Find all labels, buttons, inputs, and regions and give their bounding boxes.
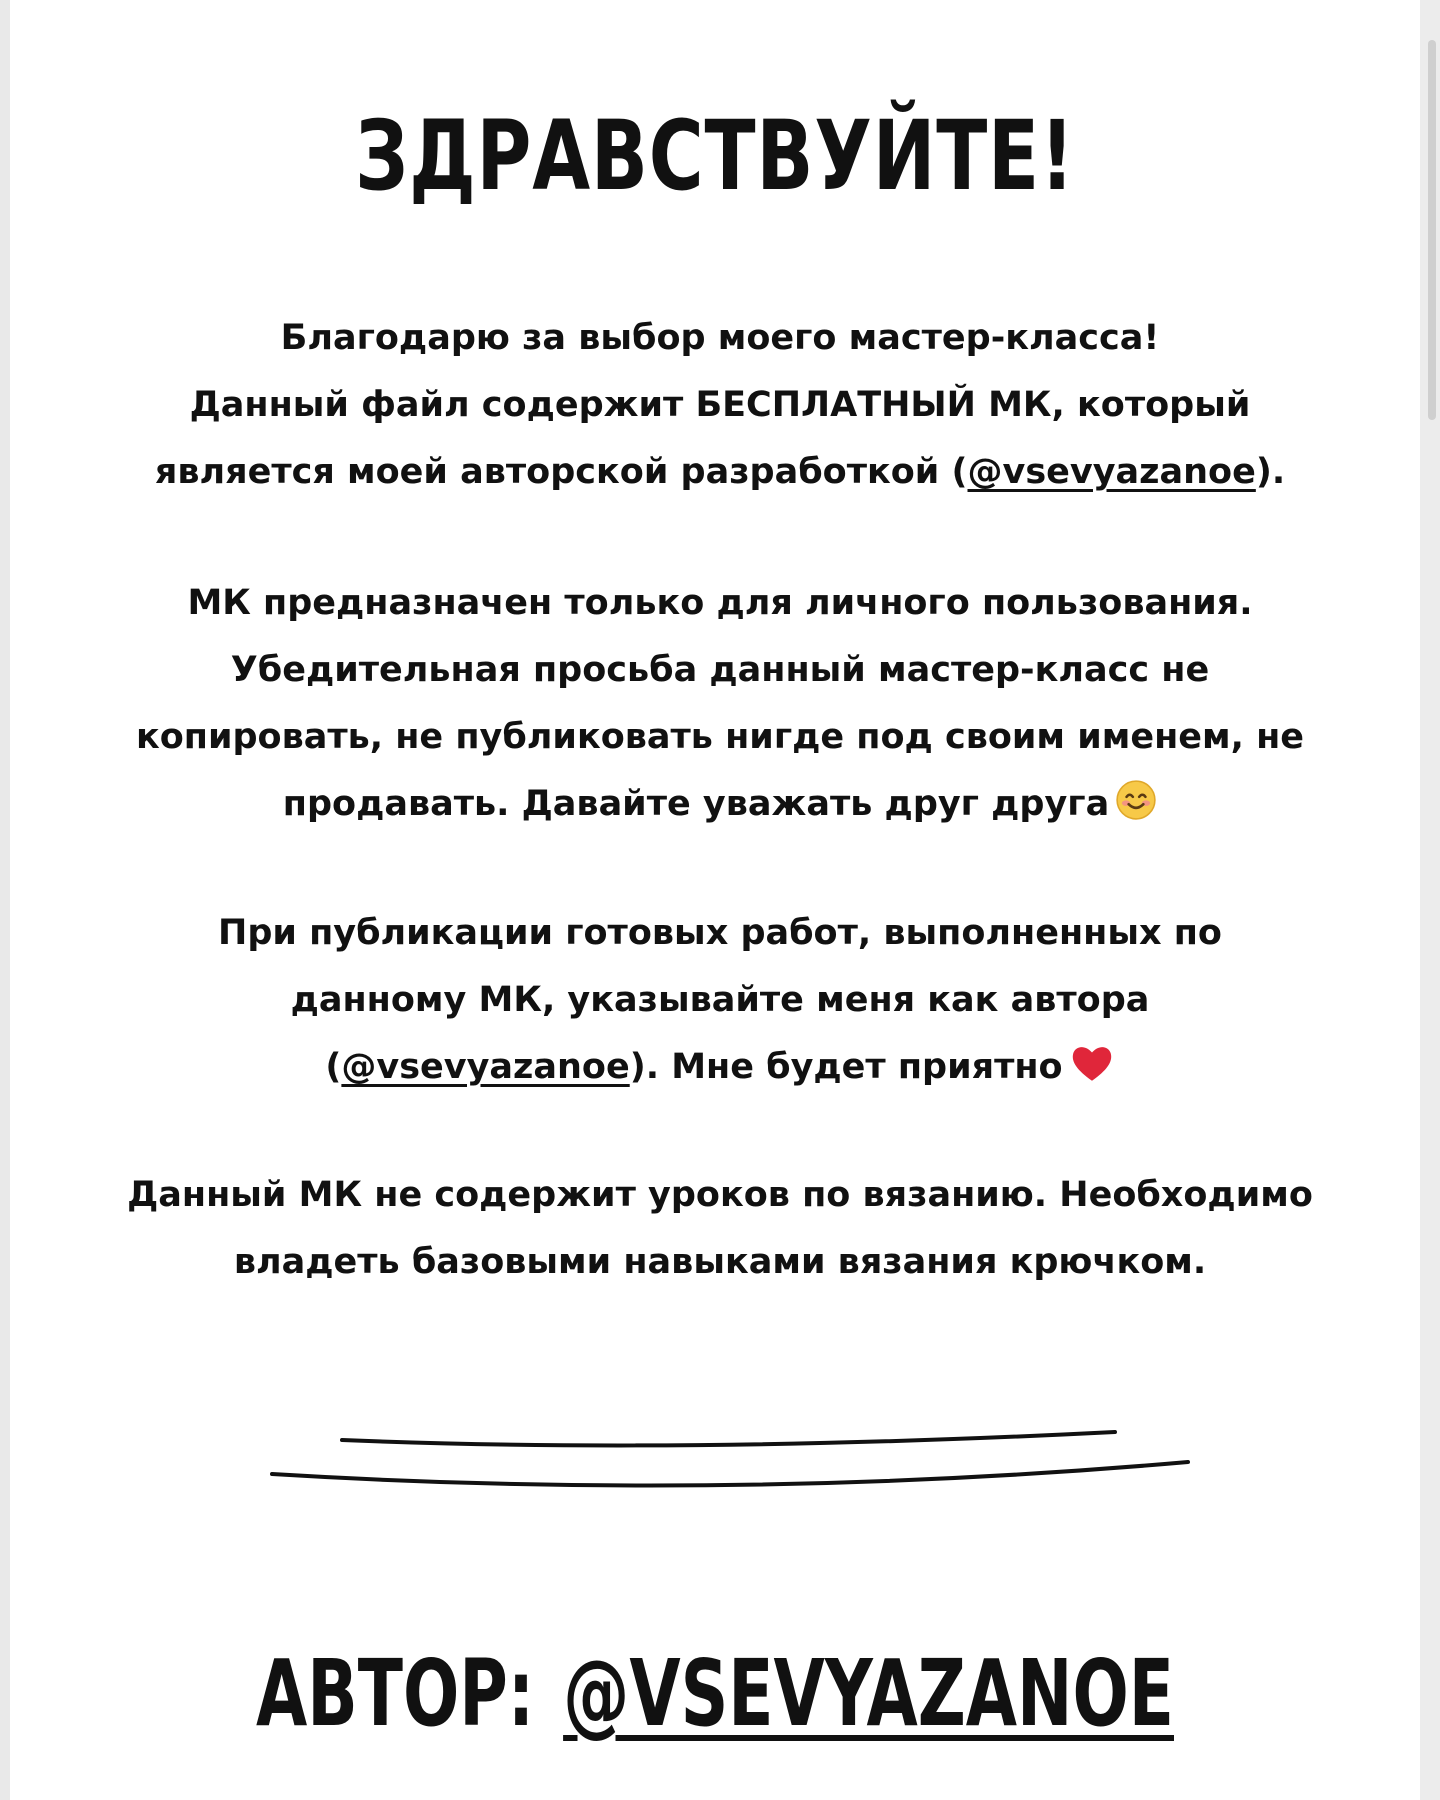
intro-line-3-after: ). — [1255, 452, 1286, 492]
author-handle-link[interactable]: @vsevyazanoe — [967, 452, 1256, 492]
left-edge — [0, 0, 10, 1800]
scrollbar-thumb[interactable] — [1428, 40, 1436, 420]
document-page — [10, 0, 1420, 1800]
intro-paragraph — [70, 305, 1370, 506]
skills-line-1: Данный МК не содержит уроков по вязанию. Необходимо — [127, 1175, 1313, 1215]
usage-line-3: копировать, не публиковать нигде под своим именем, не — [135, 717, 1305, 757]
author-label: АВТОР: — [256, 1640, 535, 1747]
usage-line-4-text: продавать. Давайте уважать друг друга — [282, 784, 1110, 824]
author-handle-large[interactable]: @VSEVYAZANOE — [563, 1640, 1174, 1747]
decorative-divider — [260, 1402, 1200, 1512]
page-title: ЗДРАВСТВУЙТЕ! — [355, 100, 1075, 212]
scrollbar-track[interactable] — [1420, 0, 1440, 1800]
credit-line-3 — [70, 1034, 1370, 1101]
intro-line-1: Благодарю за выбор моего мастер-класса! — [280, 318, 1160, 358]
credit-line-1: При публикации готовых работ, выполненных по — [218, 913, 1222, 953]
intro-line-3 — [70, 439, 1370, 506]
smiling-face-icon — [1115, 779, 1157, 821]
intro-line-3-before: является моей авторской разработкой ( — [154, 452, 968, 492]
usage-paragraph — [70, 570, 1370, 838]
skills-paragraph — [70, 1162, 1370, 1296]
usage-line-2: Убедительная просьба данный мастер-класс не — [230, 650, 1210, 690]
usage-line-4 — [70, 771, 1370, 838]
skills-line-2: владеть базовыми навыками вязания крючком. — [233, 1242, 1207, 1282]
credit-paragraph — [70, 900, 1370, 1101]
author-handle-link-2[interactable]: @vsevyazanoe — [341, 1047, 630, 1087]
author-signature — [207, 1640, 1222, 1747]
usage-line-1: МК предназначен только для личного пользования. — [187, 583, 1253, 623]
intro-line-2: Данный файл содержит БЕСПЛАТНЫЙ МК, который — [189, 385, 1251, 425]
credit-line-2: данному МК, указывайте меня как автора — [290, 980, 1150, 1020]
credit-line-3-after: ). Мне будет приятно — [629, 1047, 1063, 1087]
red-heart-icon — [1069, 1042, 1115, 1084]
credit-line-3-before: ( — [325, 1047, 342, 1087]
